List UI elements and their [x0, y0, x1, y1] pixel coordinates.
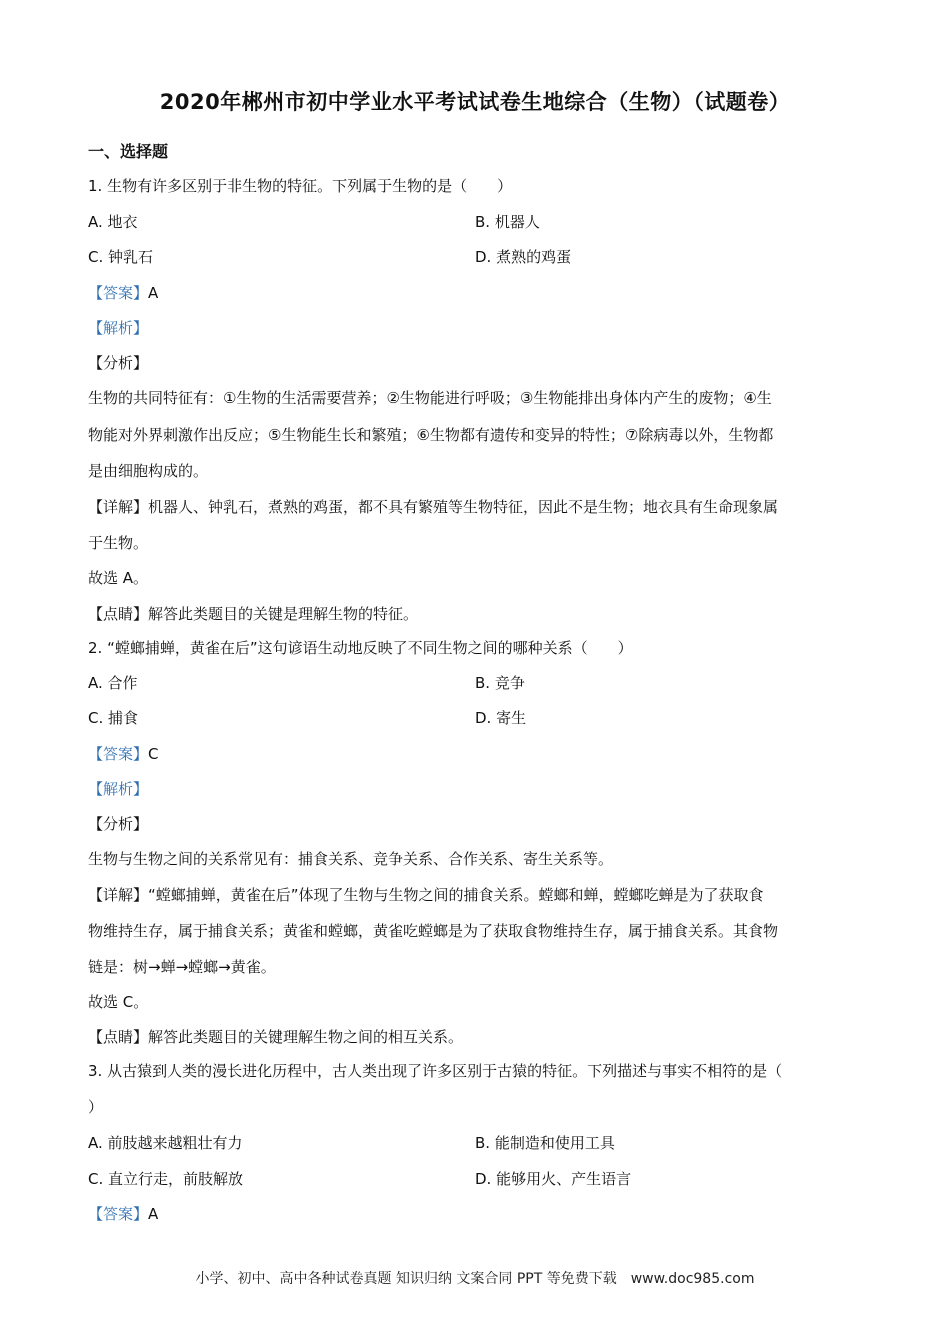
q2-option-a: A. 合作 [88, 674, 138, 692]
q1-jiexi-tag: 【解析】 [88, 319, 149, 337]
q2-xiangjie-line1: 【详解】“螳螂捕蝉，黄雀在后”体现了生物与生物之间的捕食关系。螳螂和蝉，螳螂吃蝉是为了获取食 [88, 886, 764, 904]
answer-tag: 【答案】 [88, 1205, 149, 1223]
q2-xiangjie-line2: 物维持生存，属于捕食关系；黄雀和螳螂，黄雀吃螳螂是为了获取食物维持生存，属于捕食关系。其食物 [88, 922, 779, 940]
q2-stem: 2. “螳螂捕蝉，黄雀在后”这句谚语生动地反映了不同生物之间的哪种关系（ ） [88, 639, 633, 657]
answer-tag: 【答案】 [88, 745, 149, 763]
q1-option-a: A. 地衣 [88, 213, 138, 231]
answer-value: A [148, 284, 159, 302]
q3-stem-line1: 3. 从古猿到人类的漫长进化历程中，古人类出现了许多区别于古猿的特征。下列描述与事实不相符的是（ [88, 1062, 783, 1080]
q2-option-c: C. 捕食 [88, 709, 139, 727]
q1-dianjing: 【点睛】解答此类题目的关键是理解生物的特征。 [88, 605, 419, 623]
q1-fenxi-line2: 物能对外界刺激作出反应；⑤生物能生长和繁殖；⑥生物都有遗传和变异的特性；⑦除病毒以外，生物都 [88, 426, 774, 444]
q1-option-d: D. 煮熟的鸡蛋 [475, 248, 572, 266]
q1-fenxi-line3: 是由细胞构成的。 [88, 462, 209, 480]
q3-option-b: B. 能制造和使用工具 [475, 1134, 615, 1152]
q2-dianjing: 【点睛】解答此类题目的关键理解生物之间的相互关系。 [88, 1028, 464, 1046]
q3-stem-line2: ） [88, 1098, 104, 1116]
q2-guxuan: 故选 C。 [88, 993, 149, 1011]
q1-stem: 1. 生物有许多区别于非生物的特征。下列属于生物的是（ ） [88, 177, 513, 195]
q3-answer [88, 1203, 158, 1225]
q2-option-b: B. 竞争 [475, 674, 525, 692]
page-footer: 小学、初中、高中各种试卷真题 知识归纳 文案合同 PPT 等免费下载 www.doc985.com [195, 1271, 755, 1287]
answer-value: C [148, 745, 159, 763]
q3-option-c: C. 直立行走，前肢解放 [88, 1170, 244, 1188]
q3-option-a: A. 前肢越来越粗壮有力 [88, 1134, 243, 1152]
q1-xiangjie-line2: 于生物。 [88, 534, 149, 552]
section-heading: 一、选择题 [88, 142, 169, 161]
q1-fenxi-tag: 【分析】 [88, 354, 149, 372]
q1-answer [88, 282, 158, 304]
page-title: 2020年郴州市初中学业水平考试试卷生地综合（生物）（试题卷） [159, 90, 791, 114]
answer-value: A [148, 1205, 159, 1223]
q1-option-c: C. 钟乳石 [88, 248, 154, 266]
q1-fenxi-line1: 生物的共同特征有：①生物的生活需要营养；②生物能进行呼吸；③生物能排出身体内产生的废物；④生 [88, 389, 772, 407]
q1-guxuan: 故选 A。 [88, 569, 149, 587]
q2-fenxi-tag: 【分析】 [88, 815, 149, 833]
q2-xiangjie-line3: 链是：树→蝉→螳螂→黄雀。 [88, 958, 276, 976]
q2-fenxi-line1: 生物与生物之间的关系常见有：捕食关系、竞争关系、合作关系、寄生关系等。 [88, 850, 614, 868]
answer-tag: 【答案】 [88, 284, 149, 302]
q2-jiexi-tag: 【解析】 [88, 780, 149, 798]
q1-xiangjie-line1: 【详解】机器人、钟乳石，煮熟的鸡蛋，都不具有繁殖等生物特征，因此不是生物；地衣具有生命现象属 [88, 498, 779, 516]
q2-option-d: D. 寄生 [475, 709, 527, 727]
q1-option-b: B. 机器人 [475, 213, 540, 231]
q3-option-d: D. 能够用火、产生语言 [475, 1170, 632, 1188]
q2-answer [88, 743, 159, 765]
